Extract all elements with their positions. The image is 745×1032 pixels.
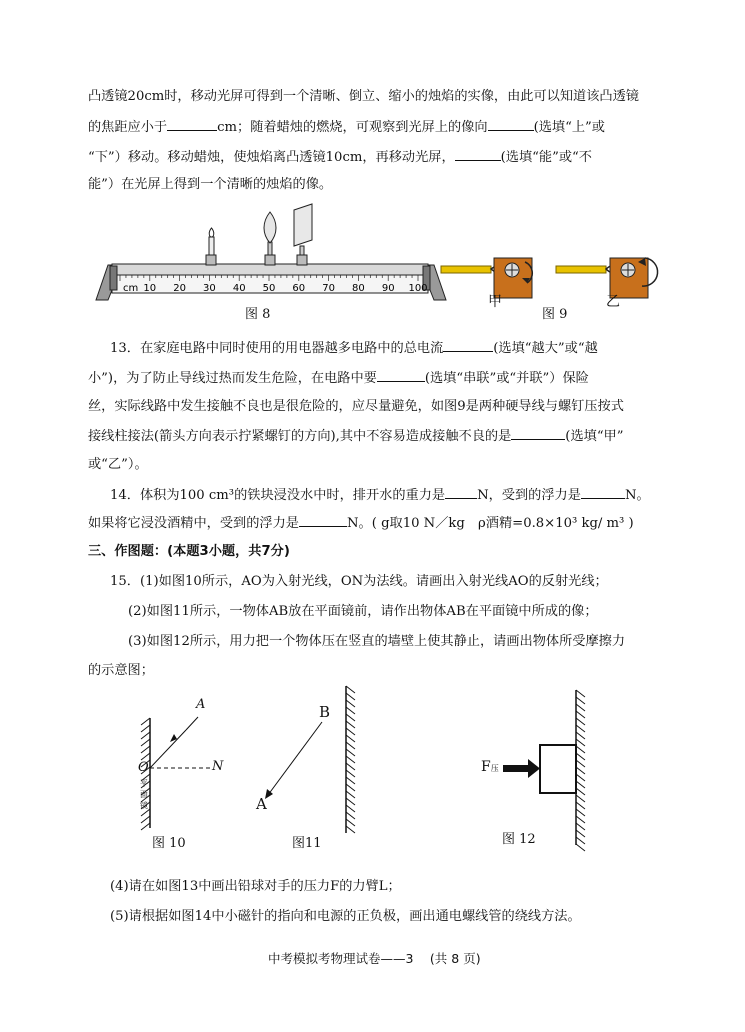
q13-line-5: 或“乙”）。 <box>88 457 148 472</box>
figure-12-caption: 图 12 <box>502 832 536 847</box>
mirror-hatch <box>576 802 585 809</box>
figure-11-caption: 图11 <box>292 836 322 851</box>
mirror-hatch <box>346 742 355 749</box>
mirror-hatch <box>576 816 585 823</box>
mirror-hatch <box>141 746 150 753</box>
mirror-hatch <box>576 788 585 795</box>
q15-part-4: (4)请在如图13中画出铅球对手的压力F的力臂L； <box>110 879 401 894</box>
ruler-unit: cm <box>123 283 139 294</box>
mirror-hatch <box>576 774 585 781</box>
mirror-hatch <box>346 700 355 707</box>
q12-text: “下”）移动。移动蜡烛，使烛焰离凸透镜10cm，再移动光屏， <box>88 150 455 165</box>
fig10-label-n: N <box>212 759 224 774</box>
mirror-hatch <box>576 739 585 746</box>
mirror-hatch <box>346 805 355 812</box>
mirror-hatch <box>576 732 585 739</box>
q14-text: 14．体积为100 cm³的铁块浸没水中时，排开水的重力是 <box>110 488 446 503</box>
mirror-hatch <box>576 760 585 767</box>
mirror-hatch <box>346 756 355 763</box>
fig11-label-a: A <box>256 795 267 813</box>
q13-text: 小”)，为了防止导线过热而发生危险，在电路中要 <box>88 371 377 386</box>
mirror-hatch <box>576 823 585 830</box>
mirror-hatch <box>576 844 585 851</box>
mirror-hatch <box>576 718 585 725</box>
q15-part-3: (3)如图12所示，用力把一个物体压在竖直的墙壁上使其静止，请画出物体所受摩擦力 <box>128 634 626 649</box>
q12-text: 的焦距应小于 <box>88 120 168 135</box>
mirror-hatch <box>576 725 585 732</box>
fig10-mirror-label <box>140 778 148 811</box>
figure-8-caption: 图 8 <box>245 307 271 322</box>
mirror-hatch <box>346 812 355 819</box>
q12-text: cm；随着蜡烛的燃烧，可观察到光屏上的像向 <box>217 120 488 135</box>
q15-part-5: (5)请根据如图14中小磁针的指向和电源的正负极，画出通电螺线管的绕线方法。 <box>110 909 581 924</box>
q14-text: N。 <box>624 488 650 503</box>
ruler-tick-label: 90 <box>381 283 395 294</box>
mirror-hatch <box>141 732 150 739</box>
q15-part-1: 15．(1)如图10所示，AO为入射光线，ON为法线。请画出入射光线AO的反射光线； <box>110 574 608 589</box>
q14-text: N。( g取10 N／kg ρ酒精=0.8×10³ kg/ m³ ) <box>347 516 634 531</box>
fig10-label-o: O <box>138 760 149 775</box>
mirror-hatch <box>346 791 355 798</box>
ruler-tick-label: 40 <box>232 283 246 294</box>
mirror-hatch <box>141 739 150 746</box>
force-letter: F <box>481 759 491 775</box>
figure-9-label-yi: 乙 <box>606 294 620 310</box>
mirror-hatch <box>346 798 355 805</box>
fig10-label-a: A <box>196 697 206 712</box>
ruler-tick-label: 70 <box>322 283 335 294</box>
ruler-tick-label: 80 <box>352 283 365 294</box>
mirror-hatch <box>346 784 355 791</box>
mirror-hatch <box>576 753 585 760</box>
mirror-hatch <box>346 735 355 742</box>
q12-line-1: 凸透镜20cm时，移动光屏可得到一个清晰、倒立、缩小的烛焰的实像，由此可以知道该凸透镜 <box>88 89 639 104</box>
mirror-hatch <box>141 753 150 760</box>
mirror-char: 镜 <box>140 801 148 810</box>
q12-line-4: 能”）在光屏上得到一个清晰的烛焰的像。 <box>88 177 333 192</box>
q13-text: 接线柱接法(箭头方向表示拧紧螺钉的方向),其中不容易造成接触不良的是 <box>88 429 512 444</box>
mirror-hatch <box>346 819 355 826</box>
mirror-hatch <box>576 697 585 704</box>
fig12-force-label <box>481 759 499 775</box>
figure-9-label-jia: 甲 <box>488 294 502 310</box>
mirror-hatch <box>346 707 355 714</box>
ruler-tick-label: 10 <box>143 283 157 294</box>
mirror-hatch <box>141 816 150 823</box>
q13-line-3: 丝，实际线路中发生接触不良也是很危险的，应尽量避免，如图9是两种硬导线与螺钉压按式 <box>88 399 624 414</box>
mirror-hatch <box>576 830 585 837</box>
mirror-hatch <box>346 721 355 728</box>
ruler-tick-label: 60 <box>292 283 306 294</box>
ruler-tick-label: 20 <box>173 283 186 294</box>
mirror-hatch <box>141 823 150 830</box>
mirror-hatch <box>576 809 585 816</box>
section-3-title: 三、作图题：(本题3小题，共7分) <box>88 544 290 559</box>
mirror-hatch <box>576 704 585 711</box>
mirror-hatch <box>346 714 355 721</box>
page-footer: 中考模拟考物理试卷——3 (共 8 页) <box>268 951 481 966</box>
mirror-char: 面 <box>140 790 148 799</box>
mirror-hatch <box>576 795 585 802</box>
mirror-hatch <box>346 763 355 770</box>
ruler-tick-label: 100 <box>408 283 428 294</box>
mirror-hatch <box>346 728 355 735</box>
q12-text: (选填“上”或 <box>533 120 605 135</box>
q14-text: N，受到的浮力是 <box>477 488 581 503</box>
wall-block <box>503 690 585 851</box>
mirror-hatch <box>576 746 585 753</box>
q13-text: (选填“越大”或“越 <box>493 341 598 356</box>
mirror-hatch <box>141 718 150 725</box>
figure-9-caption: 图 9 <box>542 307 568 322</box>
mirror-char: 平 <box>140 779 148 788</box>
mirror-hatch <box>346 826 355 833</box>
force-subscript: 压 <box>490 764 499 773</box>
ruler-tick-label: 50 <box>262 283 276 294</box>
mirror-hatch <box>576 711 585 718</box>
plane-mirror-11 <box>265 686 355 833</box>
fig11-label-b: B <box>319 703 331 721</box>
figure-10-caption: 图 10 <box>152 836 186 851</box>
q14-text: 如果将它浸没酒精中，受到的浮力是 <box>88 516 299 531</box>
q12-text: (选填“能”或“不 <box>500 150 592 165</box>
mirror-hatch <box>346 770 355 777</box>
q13-text: (选填“串联”或“并联”）保险 <box>424 371 589 386</box>
mirror-hatch <box>576 767 585 774</box>
q15-part-2: (2)如图11所示，一物体AB放在平面镜前，请作出物体AB在平面镜中所成的像； <box>128 604 598 619</box>
mirror-hatch <box>346 749 355 756</box>
ruler-tick-label: 30 <box>203 283 216 294</box>
mirror-hatch <box>576 690 585 697</box>
mirror-hatch <box>141 725 150 732</box>
q13-text: 13．在家庭电路中同时使用的用电器越多电路中的总电流 <box>110 341 444 356</box>
mirror-hatch <box>576 837 585 844</box>
mirror-hatch <box>576 781 585 788</box>
mirror-hatch <box>346 693 355 700</box>
q13-text: (选填“甲” <box>565 429 624 444</box>
plane-mirror-10 <box>141 717 210 830</box>
q15-part-3-cont: 的示意图； <box>88 663 154 678</box>
mirror-hatch <box>346 686 355 693</box>
mirror-hatch <box>346 777 355 784</box>
